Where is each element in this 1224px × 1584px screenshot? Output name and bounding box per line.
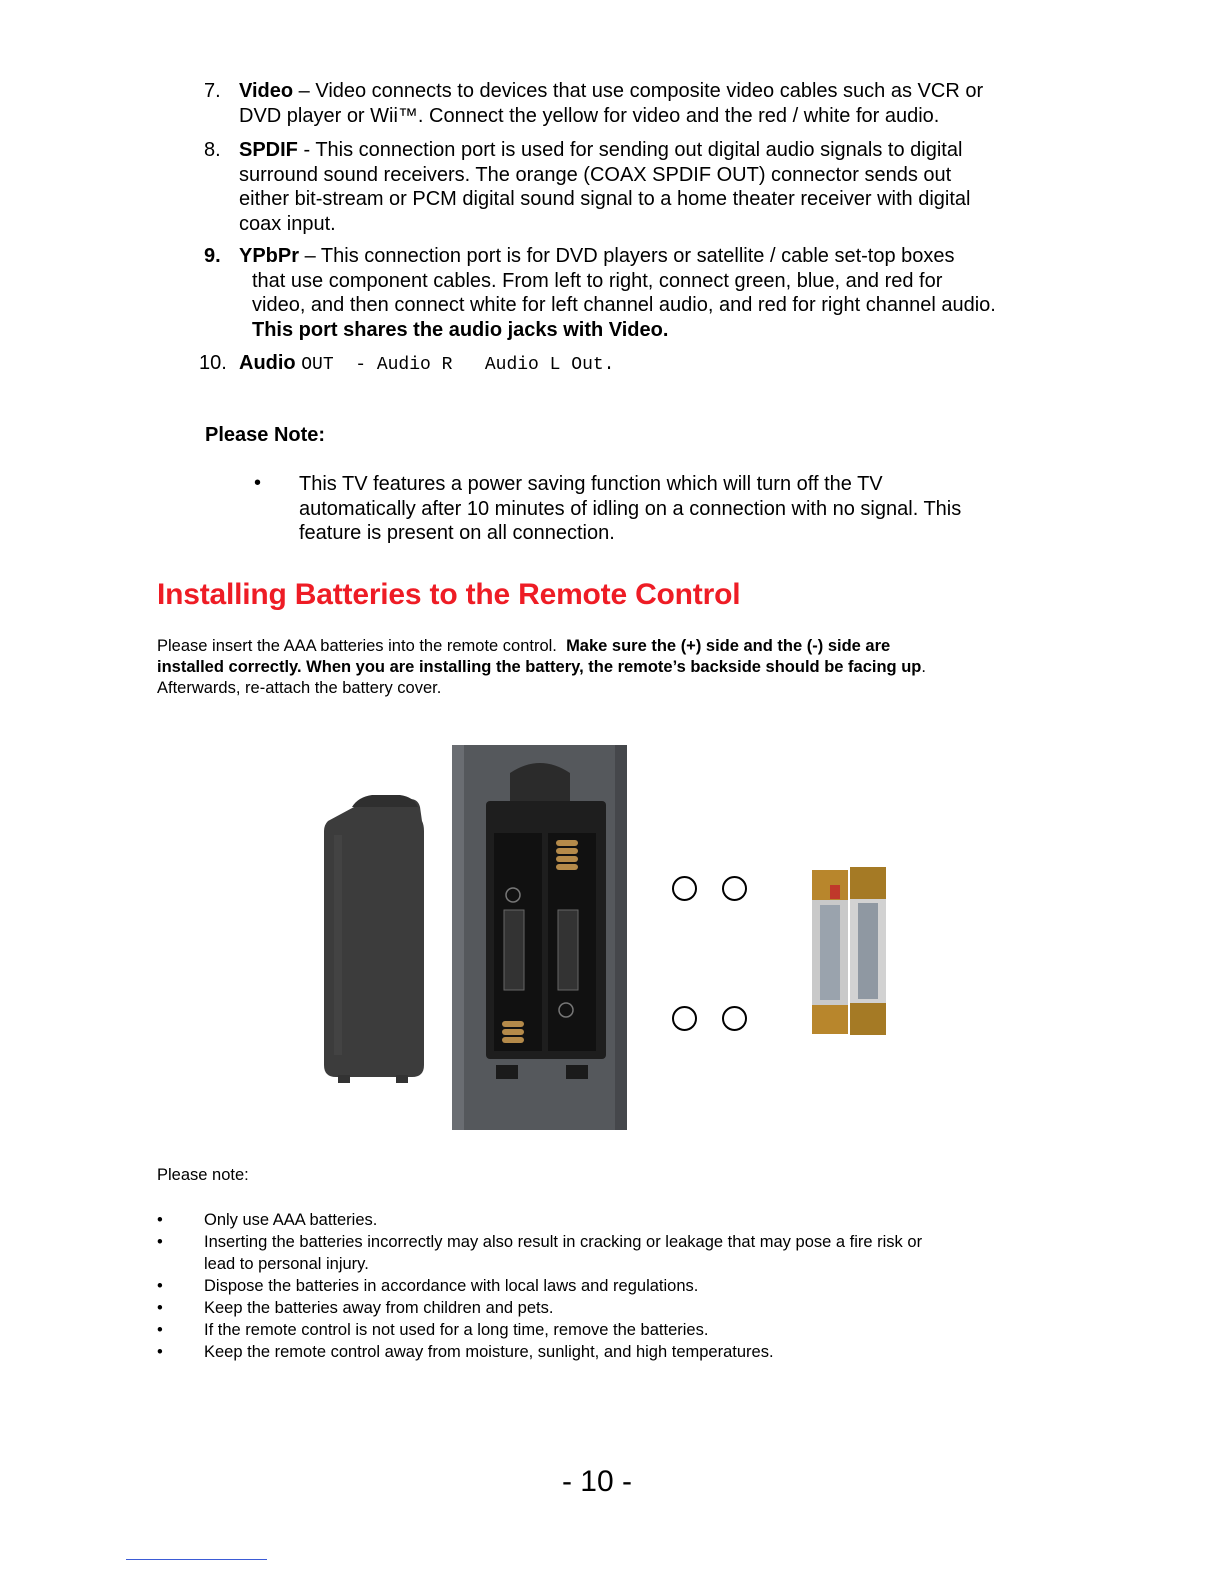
item-text-line: – Video connects to devices that use composite video cables such as VCR or [298, 80, 984, 102]
bullet-dot: • [157, 1211, 163, 1229]
battery-illustration [300, 735, 920, 1140]
item-number: 9. [204, 245, 221, 267]
remote-back-image [452, 745, 627, 1130]
note-line: This TV features a power saving function which will turn off the TV [299, 473, 883, 495]
list-item: • Only use AAA batteries. [157, 1211, 378, 1229]
item-bold-line: This port shares the audio jacks with Video. [252, 318, 669, 341]
note-bullet: • [254, 472, 262, 494]
aaa-batteries-image [812, 867, 886, 1035]
polarity-circle-icon [672, 876, 697, 901]
item-number: 10. [199, 352, 227, 374]
item-text-line: coax input. [239, 212, 336, 235]
bullet-dot: • [157, 1277, 163, 1295]
intro-lead: Please insert the AAA batteries into the remote control. [157, 637, 567, 655]
intro-bold: Make sure the (+) side and the (-) side are [566, 637, 891, 655]
polarity-circle-icon [722, 1006, 747, 1031]
item-text-line: - This connection port is used for sending out digital audio signals to digital [303, 139, 963, 161]
note-line: automatically after 10 minutes of idling on a connection with no signal. This [299, 497, 962, 520]
list-item: • Keep the remote control away from moisture, sunlight, and high temperatures. [157, 1343, 774, 1361]
list-item: • Keep the batteries away from children and pets. [157, 1299, 554, 1317]
battery-cover-image [324, 795, 424, 1083]
intro-paragraph [157, 636, 1057, 699]
section-heading: Installing Batteries to the Remote Control [157, 578, 741, 611]
item-mono-text: OUT - Audio R Audio L Out. [301, 355, 615, 375]
note-text [299, 472, 1039, 546]
bullet-dot: • [157, 1321, 163, 1339]
polarity-circle-icon [722, 876, 747, 901]
item-label: YPbPr [239, 245, 300, 267]
please-note-title: Please Note: [205, 424, 326, 446]
page-number: - 10 - [561, 1465, 633, 1498]
item-number: 7. [204, 80, 221, 102]
item-text-line: DVD player or Wii™. Connect the yellow for video and the red / white for audio. [239, 104, 940, 127]
item-text-line: either bit-stream or PCM digital sound signal to a home theater receiver with digital [239, 188, 971, 210]
footnote-separator [126, 1559, 267, 1560]
item-number: 8. [204, 139, 221, 161]
list-item: • If the remote control is not used for a long time, remove the batteries. [157, 1321, 709, 1339]
list-item: • Dispose the batteries in accordance with local laws and regulations. [157, 1277, 699, 1295]
item-text-line: video, and then connect white for left channel audio, and red for right channel audio. [252, 294, 996, 316]
please-note-label: Please note: [157, 1166, 249, 1184]
battery-notes-list [157, 1209, 1057, 1363]
intro-tail: Afterwards, re-attach the battery cover. [157, 679, 442, 697]
bullet-dot: • [157, 1299, 163, 1317]
bullet-dot: • [157, 1343, 163, 1361]
polarity-circle-icon [672, 1006, 697, 1031]
item-text-line: – This connection port is for DVD players or satellite / cable set-top boxes [304, 245, 955, 267]
item-text-line: surround sound receivers. The orange (COAX SPDIF OUT) connector sends out [239, 163, 952, 186]
note-line: feature is present on all connection. [299, 522, 615, 544]
item-label: Audio [239, 352, 296, 374]
bullet-dot: • [157, 1233, 163, 1251]
item-label: Video [239, 80, 294, 102]
list-item: • Inserting the batteries incorrectly may also result in cracking or leakage that may pose a fire risk or lead to personal injury. [157, 1233, 923, 1273]
intro-period: . [921, 658, 926, 676]
intro-bold: installed correctly. When you are installing the battery, the remote’s backside should be facing up [157, 658, 922, 676]
item-label: SPDIF [239, 139, 298, 161]
item-text-line: that use component cables. From left to right, connect green, blue, and red for [252, 269, 943, 292]
